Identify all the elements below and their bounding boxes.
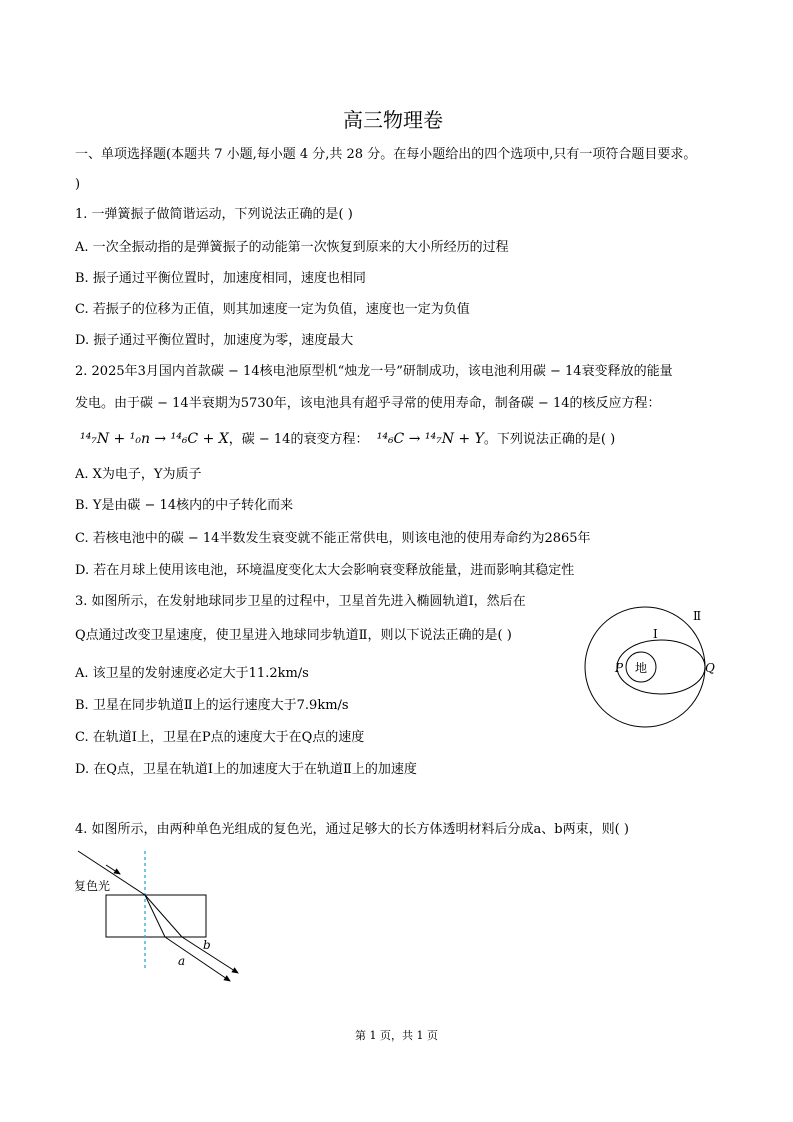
q3-option-a: A. 该卫星的发射速度必定大于11.2km/s (75, 666, 309, 681)
refracted-ray-a (145, 895, 165, 937)
q4-stem: 4. 如图所示，由两种单色光组成的复色光，通过足够大的长方体透明材料后分成a、b两束，则( ) (75, 822, 629, 837)
point-q-label: Q (705, 661, 715, 675)
q3-stem-line2: Q点通过改变卫星速度，使卫星进入地球同步轨道Ⅱ，则以下说法正确的是( ) (75, 628, 512, 643)
q3-stem-line1: 3. 如图所示，在发射地球同步卫星的过程中，卫星首先进入椭圆轨道Ⅰ，然后在 (75, 594, 526, 609)
q4-refraction-figure (70, 845, 250, 990)
q2-equations-line (80, 430, 615, 449)
q2-option-c: C. 若核电池中的碳 − 14半数发生衰变就不能正常供电，则该电池的使用寿命约为2865年 (75, 531, 591, 546)
q2-option-d: D. 若在月球上使用该电池，环境温度变化太大会影响衰变释放能量，进而影响其稳定性 (75, 563, 575, 578)
q1-option-d: D. 振子通过平衡位置时，加速度为零，速度最大 (75, 333, 354, 348)
elliptical-orbit (617, 640, 705, 694)
earth-label: 地 (635, 661, 648, 675)
q1-option-c: C. 若振子的位移为正值，则其加速度一定为负值，速度也一定为负值 (75, 302, 470, 317)
section-header-line2: ) (75, 177, 81, 192)
q1-option-a: A. 一次全振动指的是弹簧振子的动能第一次恢复到原来的大小所经历的过程 (75, 240, 509, 255)
q3-option-b: B. 卫星在同步轨道Ⅱ上的运行速度大于7.9km/s (75, 698, 349, 713)
q2-stem-line1: 2. 2025年3月国内首款碳 − 14核电池原型机“烛龙一号”研制成功，该电池利用碳 − 14衰变释放的能量 (75, 364, 673, 379)
orbit-i-label: Ⅰ (653, 627, 658, 641)
section-header-line1: 一、单项选择题(本题共 7 小题,每小题 4 分,共 28 分。在每小题给出的四个选项中,只有一项符合题目要求。 (75, 147, 697, 162)
q2-option-a: A. X为电子，Y为质子 (75, 467, 202, 482)
q2-option-b: B. Y是由碳 − 14核内的中子转化而来 (75, 498, 294, 513)
page-title: 高三物理卷 (343, 108, 443, 132)
refracted-ray-b (145, 895, 182, 937)
q3-option-c: C. 在轨道Ⅰ上，卫星在P点的速度大于在Q点的速度 (75, 730, 365, 745)
emergent-ray-a (165, 937, 230, 981)
beam-b-label: b (203, 938, 211, 952)
q3-orbit-figure (580, 600, 720, 730)
q1-stem: 1. 一弹簧振子做简谐运动，下列说法正确的是( ) (75, 207, 353, 222)
q2-stem-line2: 发电。由于碳 − 14半衰期为5730年，该电池具有超乎寻常的使用寿命，制备碳 − 14的核反应方程： (75, 396, 661, 411)
q2-equations-tail: 。下列说法正确的是( ) (483, 432, 616, 447)
incident-light-label: 复色光 (74, 879, 111, 893)
orbit-ii-label: Ⅱ (693, 609, 702, 623)
beam-a-label: a (178, 954, 186, 968)
page-footer: 第 1 页，共 1 页 (355, 1029, 438, 1042)
q2-production-equation: ¹⁴₇N + ¹₀n → ¹⁴₆C + X (80, 431, 229, 447)
q1-option-b: B. 振子通过平衡位置时，加速度相同，速度也相同 (75, 271, 366, 286)
point-p-label: P (615, 661, 624, 675)
q2-decay-equation: ¹⁴₆C → ¹⁴₇N + Y (376, 431, 484, 447)
transparent-block (106, 895, 206, 937)
q3-option-d: D. 在Q点，卫星在轨道Ⅰ上的加速度大于在轨道Ⅱ上的加速度 (75, 762, 417, 777)
q2-equations-mid: ，碳 − 14的衰变方程： (228, 432, 369, 447)
incident-arrow (106, 865, 120, 874)
